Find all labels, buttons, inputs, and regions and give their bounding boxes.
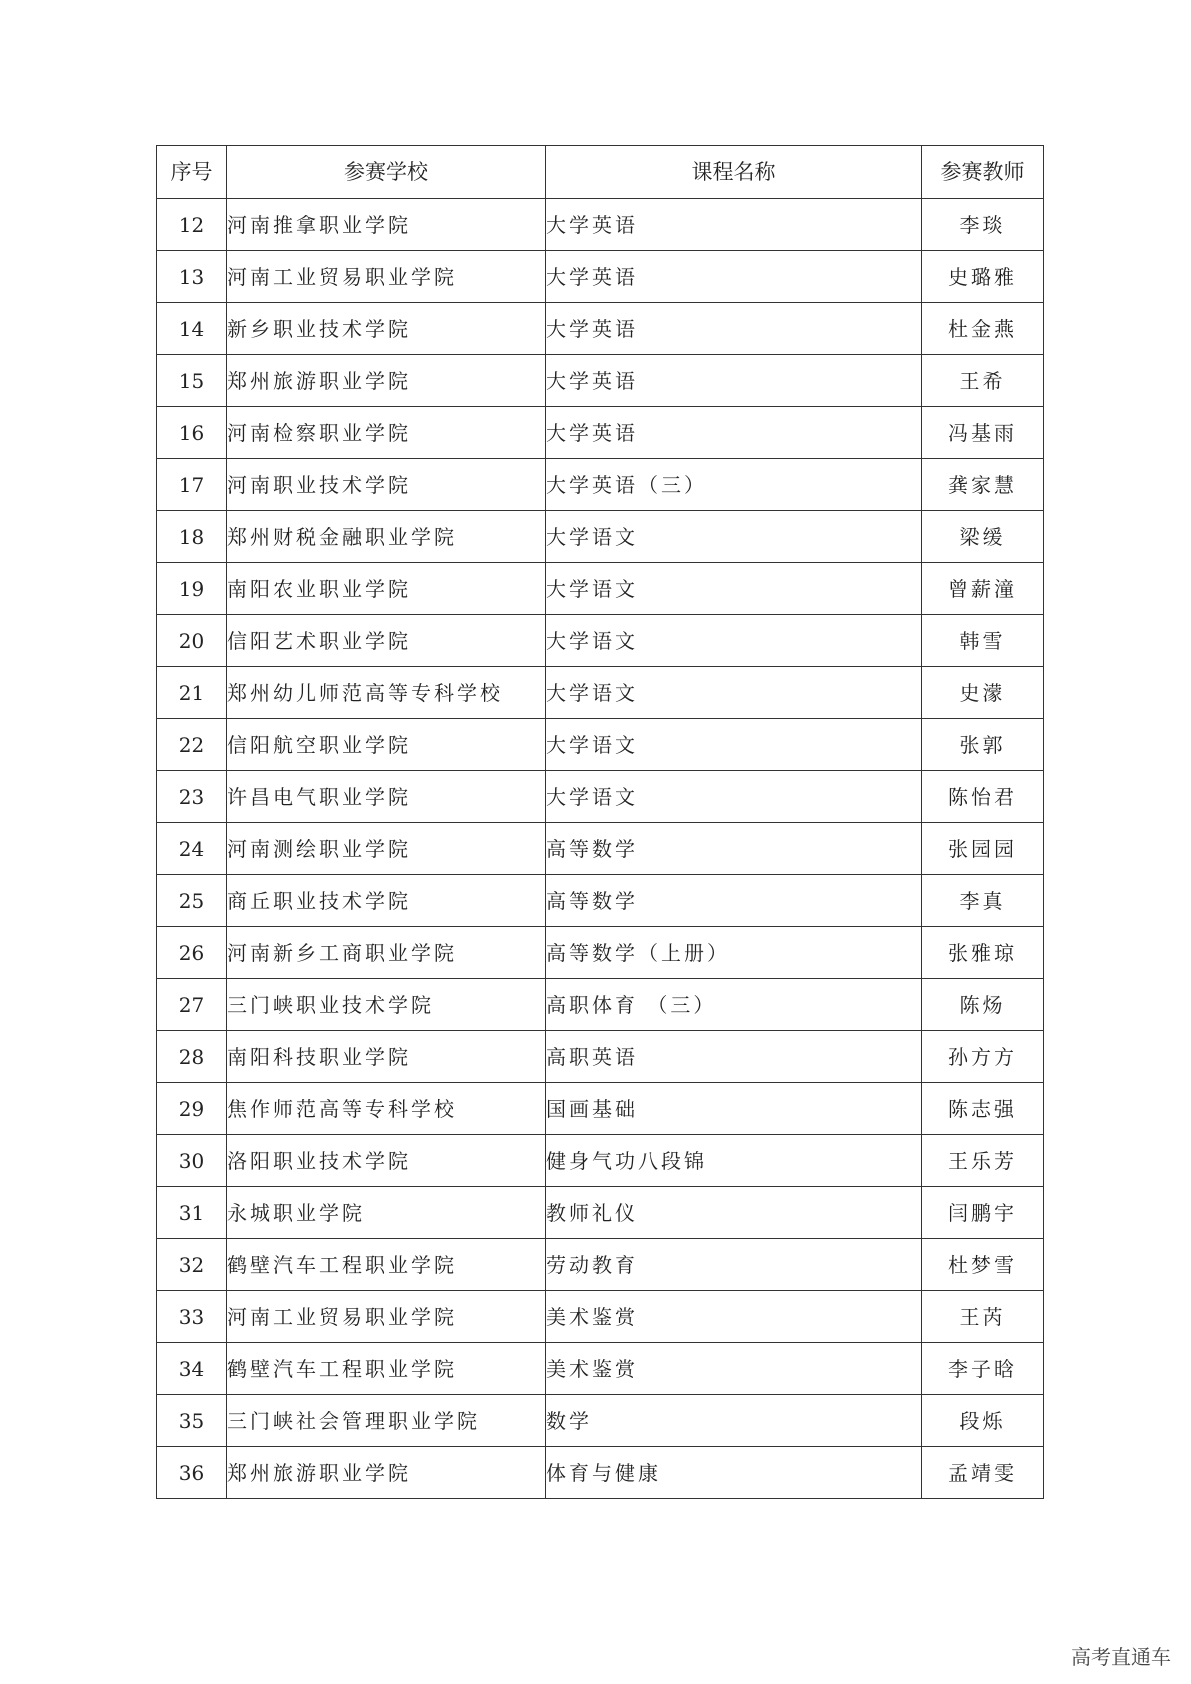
cell-number: 24 [157, 823, 227, 875]
cell-school: 三门峡社会管理职业学院 [227, 1395, 546, 1447]
cell-number: 26 [157, 927, 227, 979]
cell-number: 31 [157, 1187, 227, 1239]
cell-number: 34 [157, 1343, 227, 1395]
cell-teacher: 张雅琼 [922, 927, 1044, 979]
cell-teacher: 孙方方 [922, 1031, 1044, 1083]
cell-number: 14 [157, 303, 227, 355]
cell-school: 南阳农业职业学院 [227, 563, 546, 615]
cell-school: 河南工业贸易职业学院 [227, 251, 546, 303]
cell-teacher: 张园园 [922, 823, 1044, 875]
cell-number: 18 [157, 511, 227, 563]
table-row [157, 459, 1044, 511]
cell-school: 河南测绘职业学院 [227, 823, 546, 875]
cell-teacher: 陈炀 [922, 979, 1044, 1031]
table-row [157, 615, 1044, 667]
cell-teacher: 李子晗 [922, 1343, 1044, 1395]
cell-school: 河南工业贸易职业学院 [227, 1291, 546, 1343]
cell-course: 体育与健康 [546, 1447, 922, 1499]
cell-teacher: 陈怡君 [922, 771, 1044, 823]
cell-teacher: 李真 [922, 875, 1044, 927]
cell-number: 35 [157, 1395, 227, 1447]
cell-teacher: 梁缓 [922, 511, 1044, 563]
cell-teacher: 王希 [922, 355, 1044, 407]
table-row [157, 719, 1044, 771]
cell-course: 教师礼仪 [546, 1187, 922, 1239]
cell-school: 河南检察职业学院 [227, 407, 546, 459]
cell-school: 洛阳职业技术学院 [227, 1135, 546, 1187]
cell-course: 大学英语（三） [546, 459, 922, 511]
cell-school: 郑州旅游职业学院 [227, 1447, 546, 1499]
table-row [157, 303, 1044, 355]
cell-teacher: 陈志强 [922, 1083, 1044, 1135]
table-row [157, 823, 1044, 875]
cell-number: 13 [157, 251, 227, 303]
cell-course: 大学英语 [546, 407, 922, 459]
cell-number: 22 [157, 719, 227, 771]
cell-teacher: 李琰 [922, 199, 1044, 251]
cell-number: 28 [157, 1031, 227, 1083]
cell-teacher: 冯基雨 [922, 407, 1044, 459]
table-header-row [157, 146, 1044, 199]
header-school: 参赛学校 [227, 146, 546, 199]
cell-teacher: 王芮 [922, 1291, 1044, 1343]
cell-course: 大学语文 [546, 615, 922, 667]
table-row [157, 1031, 1044, 1083]
table-row [157, 407, 1044, 459]
cell-course: 高等数学 [546, 875, 922, 927]
cell-course: 大学语文 [546, 667, 922, 719]
cell-number: 32 [157, 1239, 227, 1291]
cell-course: 健身气功八段锦 [546, 1135, 922, 1187]
cell-school: 鹤壁汽车工程职业学院 [227, 1343, 546, 1395]
table-row [157, 1135, 1044, 1187]
cell-number: 15 [157, 355, 227, 407]
table-row [157, 251, 1044, 303]
cell-course: 大学英语 [546, 251, 922, 303]
cell-teacher: 史璐雅 [922, 251, 1044, 303]
cell-school: 郑州旅游职业学院 [227, 355, 546, 407]
cell-number: 12 [157, 199, 227, 251]
cell-course: 大学语文 [546, 719, 922, 771]
competition-roster-table [156, 145, 1044, 1499]
table-row [157, 199, 1044, 251]
cell-teacher: 曾薪潼 [922, 563, 1044, 615]
cell-school: 信阳航空职业学院 [227, 719, 546, 771]
cell-school: 郑州幼儿师范高等专科学校 [227, 667, 546, 719]
table-row [157, 771, 1044, 823]
table-row [157, 563, 1044, 615]
cell-number: 25 [157, 875, 227, 927]
cell-number: 30 [157, 1135, 227, 1187]
table-body [157, 199, 1044, 1499]
table-row [157, 979, 1044, 1031]
cell-school: 河南新乡工商职业学院 [227, 927, 546, 979]
cell-course: 大学英语 [546, 199, 922, 251]
cell-teacher: 段烁 [922, 1395, 1044, 1447]
cell-number: 33 [157, 1291, 227, 1343]
cell-course: 高职体育 （三） [546, 979, 922, 1031]
cell-course: 大学语文 [546, 511, 922, 563]
cell-course: 美术鉴赏 [546, 1291, 922, 1343]
table-row [157, 1083, 1044, 1135]
cell-teacher: 杜金燕 [922, 303, 1044, 355]
cell-number: 23 [157, 771, 227, 823]
table-row [157, 511, 1044, 563]
cell-school: 南阳科技职业学院 [227, 1031, 546, 1083]
table-row [157, 875, 1044, 927]
cell-course: 大学语文 [546, 771, 922, 823]
cell-course: 高等数学（上册） [546, 927, 922, 979]
cell-number: 16 [157, 407, 227, 459]
cell-school: 新乡职业技术学院 [227, 303, 546, 355]
cell-school: 河南职业技术学院 [227, 459, 546, 511]
cell-school: 焦作师范高等专科学校 [227, 1083, 546, 1135]
cell-school: 商丘职业技术学院 [227, 875, 546, 927]
cell-course: 高职英语 [546, 1031, 922, 1083]
cell-school: 郑州财税金融职业学院 [227, 511, 546, 563]
table-row [157, 1447, 1044, 1499]
header-number: 序号 [157, 146, 227, 199]
cell-teacher: 张郭 [922, 719, 1044, 771]
cell-course: 大学语文 [546, 563, 922, 615]
cell-course: 大学英语 [546, 303, 922, 355]
cell-teacher: 韩雪 [922, 615, 1044, 667]
header-course: 课程名称 [546, 146, 922, 199]
cell-course: 美术鉴赏 [546, 1343, 922, 1395]
cell-school: 三门峡职业技术学院 [227, 979, 546, 1031]
cell-number: 29 [157, 1083, 227, 1135]
cell-school: 信阳艺术职业学院 [227, 615, 546, 667]
cell-school: 许昌电气职业学院 [227, 771, 546, 823]
cell-teacher: 闫鹏宇 [922, 1187, 1044, 1239]
cell-teacher: 孟靖雯 [922, 1447, 1044, 1499]
cell-number: 20 [157, 615, 227, 667]
table-row [157, 927, 1044, 979]
table-row [157, 1239, 1044, 1291]
table-row [157, 1291, 1044, 1343]
header-teacher: 参赛教师 [922, 146, 1044, 199]
watermark-text: 高考直通车 [1071, 1645, 1171, 1669]
cell-number: 27 [157, 979, 227, 1031]
table-row [157, 355, 1044, 407]
cell-teacher: 杜梦雪 [922, 1239, 1044, 1291]
cell-teacher: 史濛 [922, 667, 1044, 719]
cell-course: 劳动教育 [546, 1239, 922, 1291]
table-row [157, 1343, 1044, 1395]
cell-school: 永城职业学院 [227, 1187, 546, 1239]
cell-number: 17 [157, 459, 227, 511]
cell-course: 高等数学 [546, 823, 922, 875]
cell-course: 国画基础 [546, 1083, 922, 1135]
cell-teacher: 龚家慧 [922, 459, 1044, 511]
cell-school: 河南推拿职业学院 [227, 199, 546, 251]
table-row [157, 1187, 1044, 1239]
cell-number: 36 [157, 1447, 227, 1499]
cell-school: 鹤壁汽车工程职业学院 [227, 1239, 546, 1291]
cell-course: 大学英语 [546, 355, 922, 407]
table-row [157, 1395, 1044, 1447]
table-row [157, 667, 1044, 719]
cell-number: 19 [157, 563, 227, 615]
cell-course: 数学 [546, 1395, 922, 1447]
cell-number: 21 [157, 667, 227, 719]
cell-teacher: 王乐芳 [922, 1135, 1044, 1187]
